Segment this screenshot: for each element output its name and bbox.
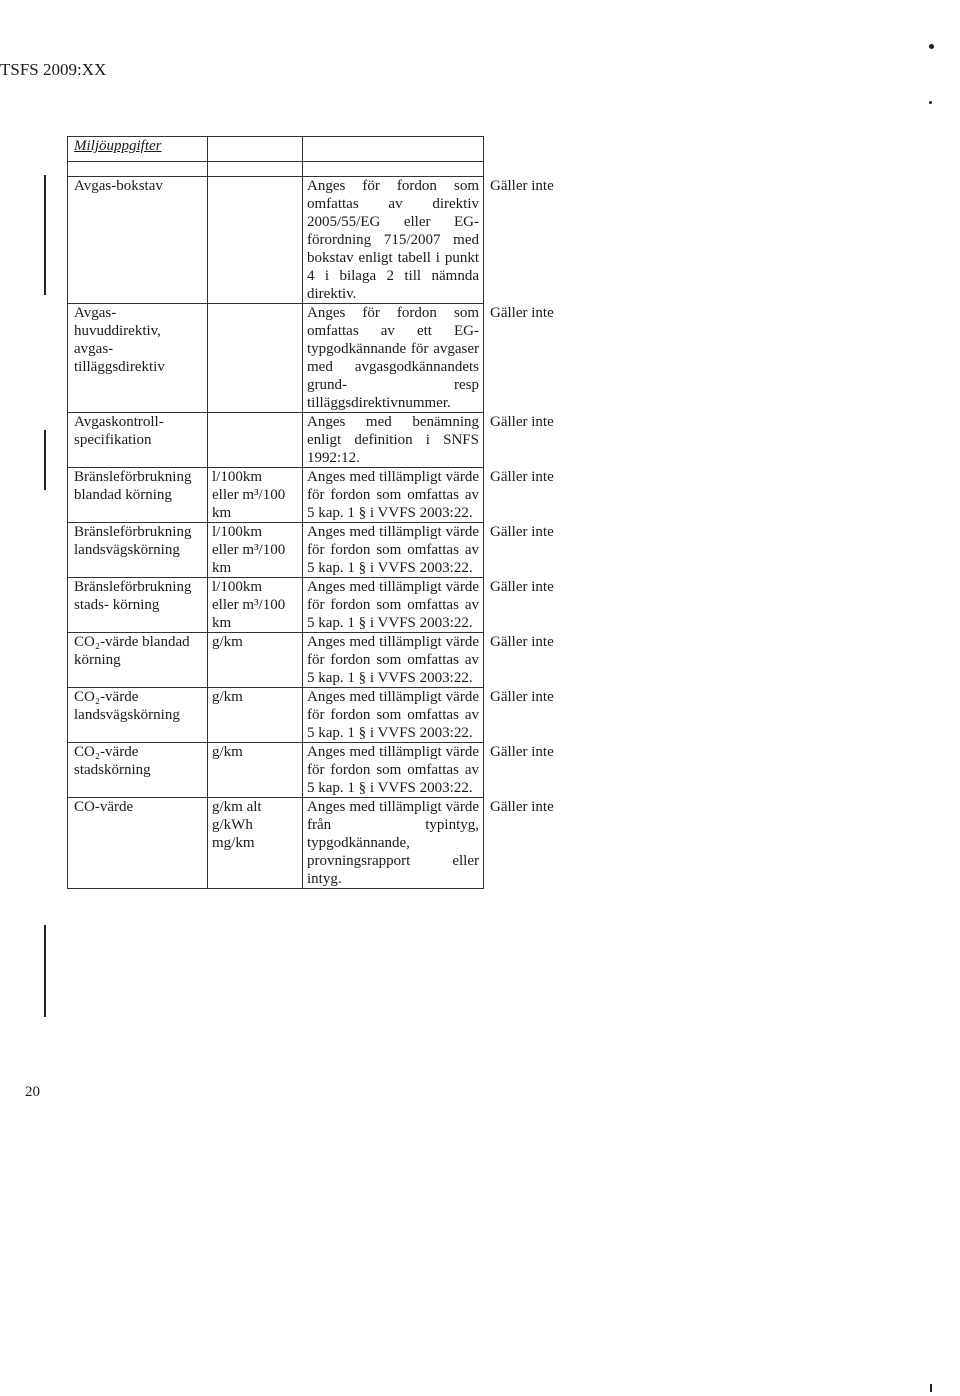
field-name: CO₂-värde stadskörning — [68, 743, 208, 798]
field-status: Gäller inte — [490, 304, 554, 321]
unit-line: g/km alt — [212, 799, 262, 815]
unit-line: km — [212, 615, 232, 631]
field-description: Anges med tillämpligt värde för fordon som omfattas av 5 kap. 1 § i VVFS 2003:22. — [303, 468, 484, 523]
unit-cell — [208, 468, 303, 523]
unit-cell — [208, 743, 303, 798]
unit-cell — [208, 688, 303, 743]
field-description: Anges med benämning enligt definition i SNFS 1992:12. — [303, 413, 484, 468]
unit-cell — [208, 304, 303, 413]
table-row — [68, 523, 594, 578]
field-name: Bränsleförbrukning stads- körning — [68, 578, 208, 633]
unit-line: g/km — [212, 634, 243, 650]
unit-line: l/100km — [212, 469, 263, 485]
section-title: Miljöuppgifter — [74, 138, 162, 154]
table-row — [68, 304, 594, 413]
unit-line: g/kWh — [212, 817, 253, 833]
field-name: CO₂-värde blandad körning — [68, 633, 208, 688]
field-status: Gäller inte — [490, 688, 554, 705]
scan-speck — [930, 1384, 932, 1392]
unit-line: mg/km — [212, 835, 255, 851]
spacer-row — [68, 162, 594, 177]
unit-line: km — [212, 505, 232, 521]
unit-line: l/100km — [212, 579, 263, 595]
scan-speck — [929, 101, 932, 104]
scan-speck — [929, 44, 934, 49]
section-row — [68, 137, 594, 162]
unit-cell — [208, 177, 303, 304]
document-header-title: TSFS 2009:XX — [0, 60, 107, 79]
table-row — [68, 633, 594, 688]
empty-cell — [303, 137, 484, 162]
field-description: Anges med tillämpligt värde för fordon som omfattas av 5 kap. 1 § i VVFS 2003:22. — [303, 523, 484, 578]
table-row — [68, 798, 594, 889]
field-description: Anges för fordon som omfattas av direktiv 2005/55/EG eller EG-förordning 715/2007 med bokstav enligt tabell i punkt 4 i bilaga 2 till nämnda direktiv. — [303, 177, 484, 304]
unit-cell — [208, 413, 303, 468]
unit-cell — [208, 633, 303, 688]
unit-line: l/100km — [212, 524, 263, 540]
field-description: Anges med tillämpligt värde för fordon som omfattas av 5 kap. 1 § i VVFS 2003:22. — [303, 743, 484, 798]
change-bar — [44, 925, 46, 1017]
field-description: Anges med tillämpligt värde från typintyg, typgodkännande, provningsrapport eller intyg. — [303, 798, 484, 889]
field-name: Bränsleförbrukning landsvägskörning — [68, 523, 208, 578]
field-description: Anges för fordon som omfattas av ett EG-typgodkännande för avgaser med avgasgodkännandets grund- resp tilläggsdirektivnummer. — [303, 304, 484, 413]
unit-line: km — [212, 560, 232, 576]
unit-cell — [208, 578, 303, 633]
field-name: Avgas-bokstav — [68, 177, 208, 304]
empty-cell — [68, 162, 208, 177]
unit-line: g/km — [212, 744, 243, 760]
unit-line: eller m³/100 — [212, 487, 286, 503]
environment-data-table — [67, 136, 594, 889]
table-row — [68, 177, 594, 304]
empty-cell — [208, 137, 303, 162]
table-row — [68, 688, 594, 743]
field-status: Gäller inte — [490, 633, 554, 650]
field-status: Gäller inte — [490, 743, 554, 760]
field-status: Gäller inte — [490, 177, 554, 194]
section-title-cell — [68, 137, 208, 162]
field-name: CO₂-värde landsvägskörning — [68, 688, 208, 743]
table-row — [68, 468, 594, 523]
unit-cell — [208, 523, 303, 578]
empty-cell — [303, 162, 484, 177]
field-name: Avgas-huvuddirektiv, avgas-tilläggsdirektiv — [68, 304, 208, 413]
field-name: Avgaskontroll-specifikation — [68, 413, 208, 468]
field-status: Gäller inte — [490, 468, 554, 485]
field-name: CO-värde — [68, 798, 208, 889]
unit-cell — [208, 798, 303, 889]
table-row — [68, 578, 594, 633]
field-name: Bränsleförbrukning blandad körning — [68, 468, 208, 523]
field-description: Anges med tillämpligt värde för fordon som omfattas av 5 kap. 1 § i VVFS 2003:22. — [303, 688, 484, 743]
page-number: 20 — [25, 1084, 40, 1100]
field-status: Gäller inte — [490, 578, 554, 595]
empty-cell — [484, 137, 594, 162]
unit-line: eller m³/100 — [212, 542, 286, 558]
unit-line: g/km — [212, 689, 243, 705]
field-description: Anges med tillämpligt värde för fordon som omfattas av 5 kap. 1 § i VVFS 2003:22. — [303, 578, 484, 633]
table-row — [68, 413, 594, 468]
table-row — [68, 743, 594, 798]
empty-cell — [484, 162, 594, 177]
field-status: Gäller inte — [490, 413, 554, 430]
change-bar — [44, 430, 46, 490]
empty-cell — [208, 162, 303, 177]
field-status: Gäller inte — [490, 523, 554, 540]
field-status: Gäller inte — [490, 798, 554, 815]
field-description: Anges med tillämpligt värde för fordon som omfattas av 5 kap. 1 § i VVFS 2003:22. — [303, 633, 484, 688]
change-bar — [44, 175, 46, 295]
unit-line: eller m³/100 — [212, 597, 286, 613]
